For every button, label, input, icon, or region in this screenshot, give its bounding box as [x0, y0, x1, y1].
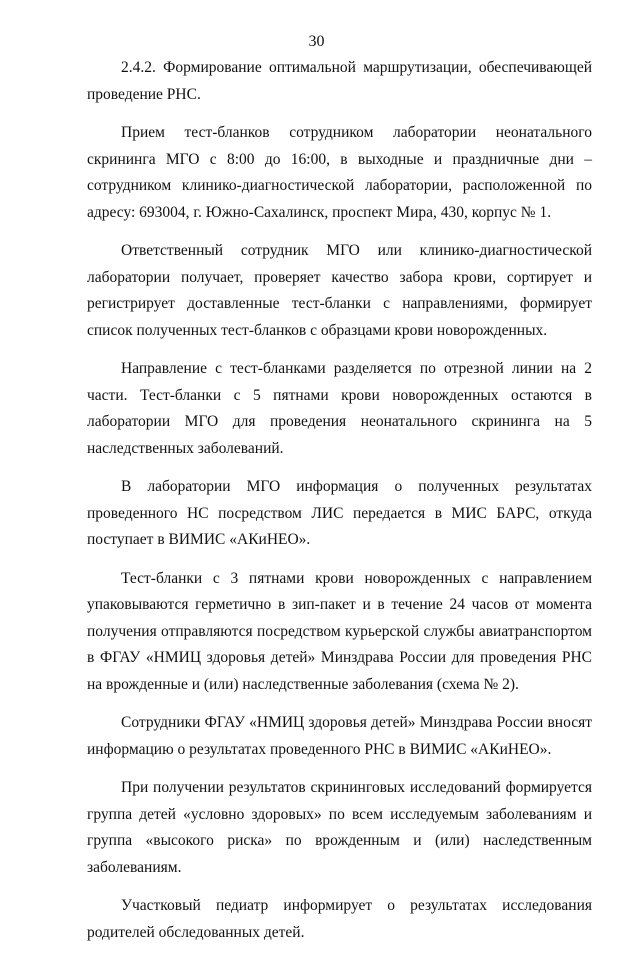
paragraph-risk-groups: При получении результатов скрининговых исследований формируется группа детей «условно здоровых» по всем исследуемым заболеваниям и группа «высокого риска» по врожденным и (или) наследственным заболеваниям.: [87, 779, 592, 876]
paragraph-nmic-results: Сотрудники ФГАУ «НМИЦ здоровья детей» Минздрава России вносят информацию о результатах проведенного РНС в ВИМИС «АКиНЕО».: [87, 714, 592, 758]
section-heading-paragraph: 2.4.2. Формирование оптимальной маршрутизации, обеспечивающей проведение РНС.: [87, 59, 592, 103]
paragraph-test-form-reception: Прием тест-бланков сотрудником лаборатории неонатального скрининга МГО с 8:00 до 16:00, в выходные и праздничные дни – сотрудником клинико-диагностической лаборатории, расположенной по адресу: 693004, г. Южно-Сахалинск, проспект Мира, 430, корпус № 1.: [87, 124, 592, 221]
paragraph-pediatrician: Участковый педиатр информирует о результатах исследования родителей обследованных детей.: [87, 897, 592, 941]
document-body: [87, 55, 592, 958]
paragraph-lis-transfer: В лаборатории МГО информация о полученных результатах проведенного НС посредством ЛИС передается в МИС БАРС, откуда поступает в ВИМИС «АКиНЕО».: [87, 478, 592, 548]
paragraph-shipping: Тест-бланки с 3 пятнами крови новорожденных с направлением упаковываются герметично в зип-пакет и в течение 24 часов от момента получения отправляются посредством курьерской службы авиатранспортом в ФГАУ «НМИЦ здоровья детей» Минздрава России для проведения РНС на врожденные и (или) наследственные заболевания (схема № 2).: [87, 569, 592, 693]
paragraph-form-division: Направление с тест-бланками разделяется по отрезной линии на 2 части. Тест-бланки с 5 пятнами крови новорожденных остаются в лаборатории МГО для проведения неонатального скрининга на 5 наследственных заболеваний.: [87, 360, 592, 457]
paragraph-responsible-employee: Ответственный сотрудник МГО или клинико-диагностической лаборатории получает, проверяет качество забора крови, сортирует и регистрирует доставленные тест-бланки с направлениями, формирует список полученных тест-бланков с образцами крови новорожденных.: [87, 242, 592, 339]
page-number: 30: [308, 33, 325, 50]
